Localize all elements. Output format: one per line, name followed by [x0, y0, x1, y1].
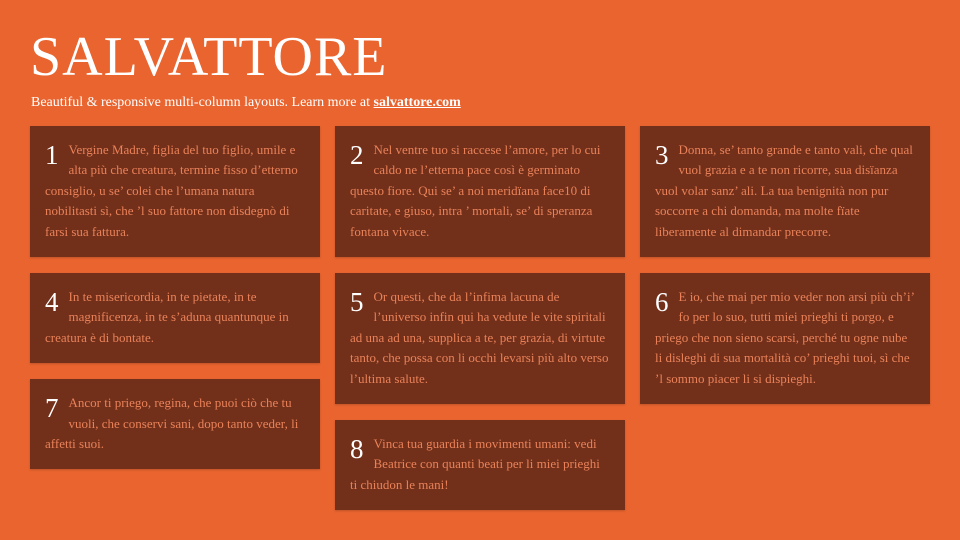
card-text: E io, che mai per mio veder non arsi più ch’i’ fo per lo suo, tutti miei prieghi ti porgo, e priego che non sieno scarsi, perché tu ogne nube li disleghi di sua mortalità co’ prieghi tuoi, sì che ’l sommo piacer li si dispieghi.	[655, 289, 914, 386]
card	[335, 420, 625, 510]
column-3	[640, 126, 930, 420]
card	[640, 126, 930, 257]
card	[640, 273, 930, 404]
card-number: 4	[45, 287, 59, 318]
column-2	[335, 126, 625, 526]
salvattore-link[interactable]: salvattore.com	[373, 95, 461, 110]
card	[335, 273, 625, 404]
card	[335, 126, 625, 257]
card-number: 5	[350, 287, 364, 318]
card-number: 3	[655, 140, 669, 170]
card-text: Donna, se’ tanto grande e tanto vali, che qual vuol grazia e a te non ricorre, sua disïanza vuol volar sanz’ ali. La tua benignità non pur soccorre a chi domanda, ma molte fïate liberamente al dimandar precorre.	[655, 142, 913, 239]
card-number: 6	[655, 287, 669, 318]
card-text: Ancor ti priego, regina, che puoi ciò che tu vuoli, che conservi sani, dopo tanto veder, li affetti suoi.	[45, 395, 299, 452]
card-number: 1	[45, 140, 59, 170]
column-1	[30, 126, 320, 485]
card-text: Vinca tua guardia i movimenti umani: vedi Beatrice con quanti beati per li miei prieghi ti chiudon le mani!	[350, 436, 600, 492]
card-number: 2	[350, 140, 364, 170]
card-text: Vergine Madre, figlia del tuo figlio, umile e alta più che creatura, termine fisso d’etterno consiglio, u se’ colei che l’umana natura nobilitasti sì, che ’l suo fattore non disdegnò di farsi sua fattura.	[45, 142, 298, 239]
page-title: SALVATTORE	[30, 26, 388, 88]
subtitle-text: Beautiful & responsive multi-column layouts. Learn more at	[31, 95, 374, 110]
card-text: Or questi, che da l’infima lacuna de l’universo infin qui ha vedute le vite spiritali ad una ad una, supplica a te, per grazia, di virtute tanto, che possa con li occhi levarsi più alto verso l’ultima salute.	[350, 289, 609, 386]
card	[30, 379, 320, 469]
page-subtitle	[31, 94, 461, 112]
card-number: 8	[350, 434, 364, 465]
card	[30, 126, 320, 257]
card-number: 7	[45, 393, 59, 424]
card	[30, 273, 320, 363]
card-text: Nel ventre tuo si raccese l’amore, per lo cui caldo ne l’etterna pace così è germinato questo fiore. Qui se’ a noi meridïana face10 di caritate, e giuso, intra ’ mortali, se’ di speranza fontana vivace.	[350, 142, 601, 239]
card-text: In te misericordia, in te pietate, in te magnificenza, in te s’aduna quantunque in creatura è di bontate.	[45, 289, 289, 345]
